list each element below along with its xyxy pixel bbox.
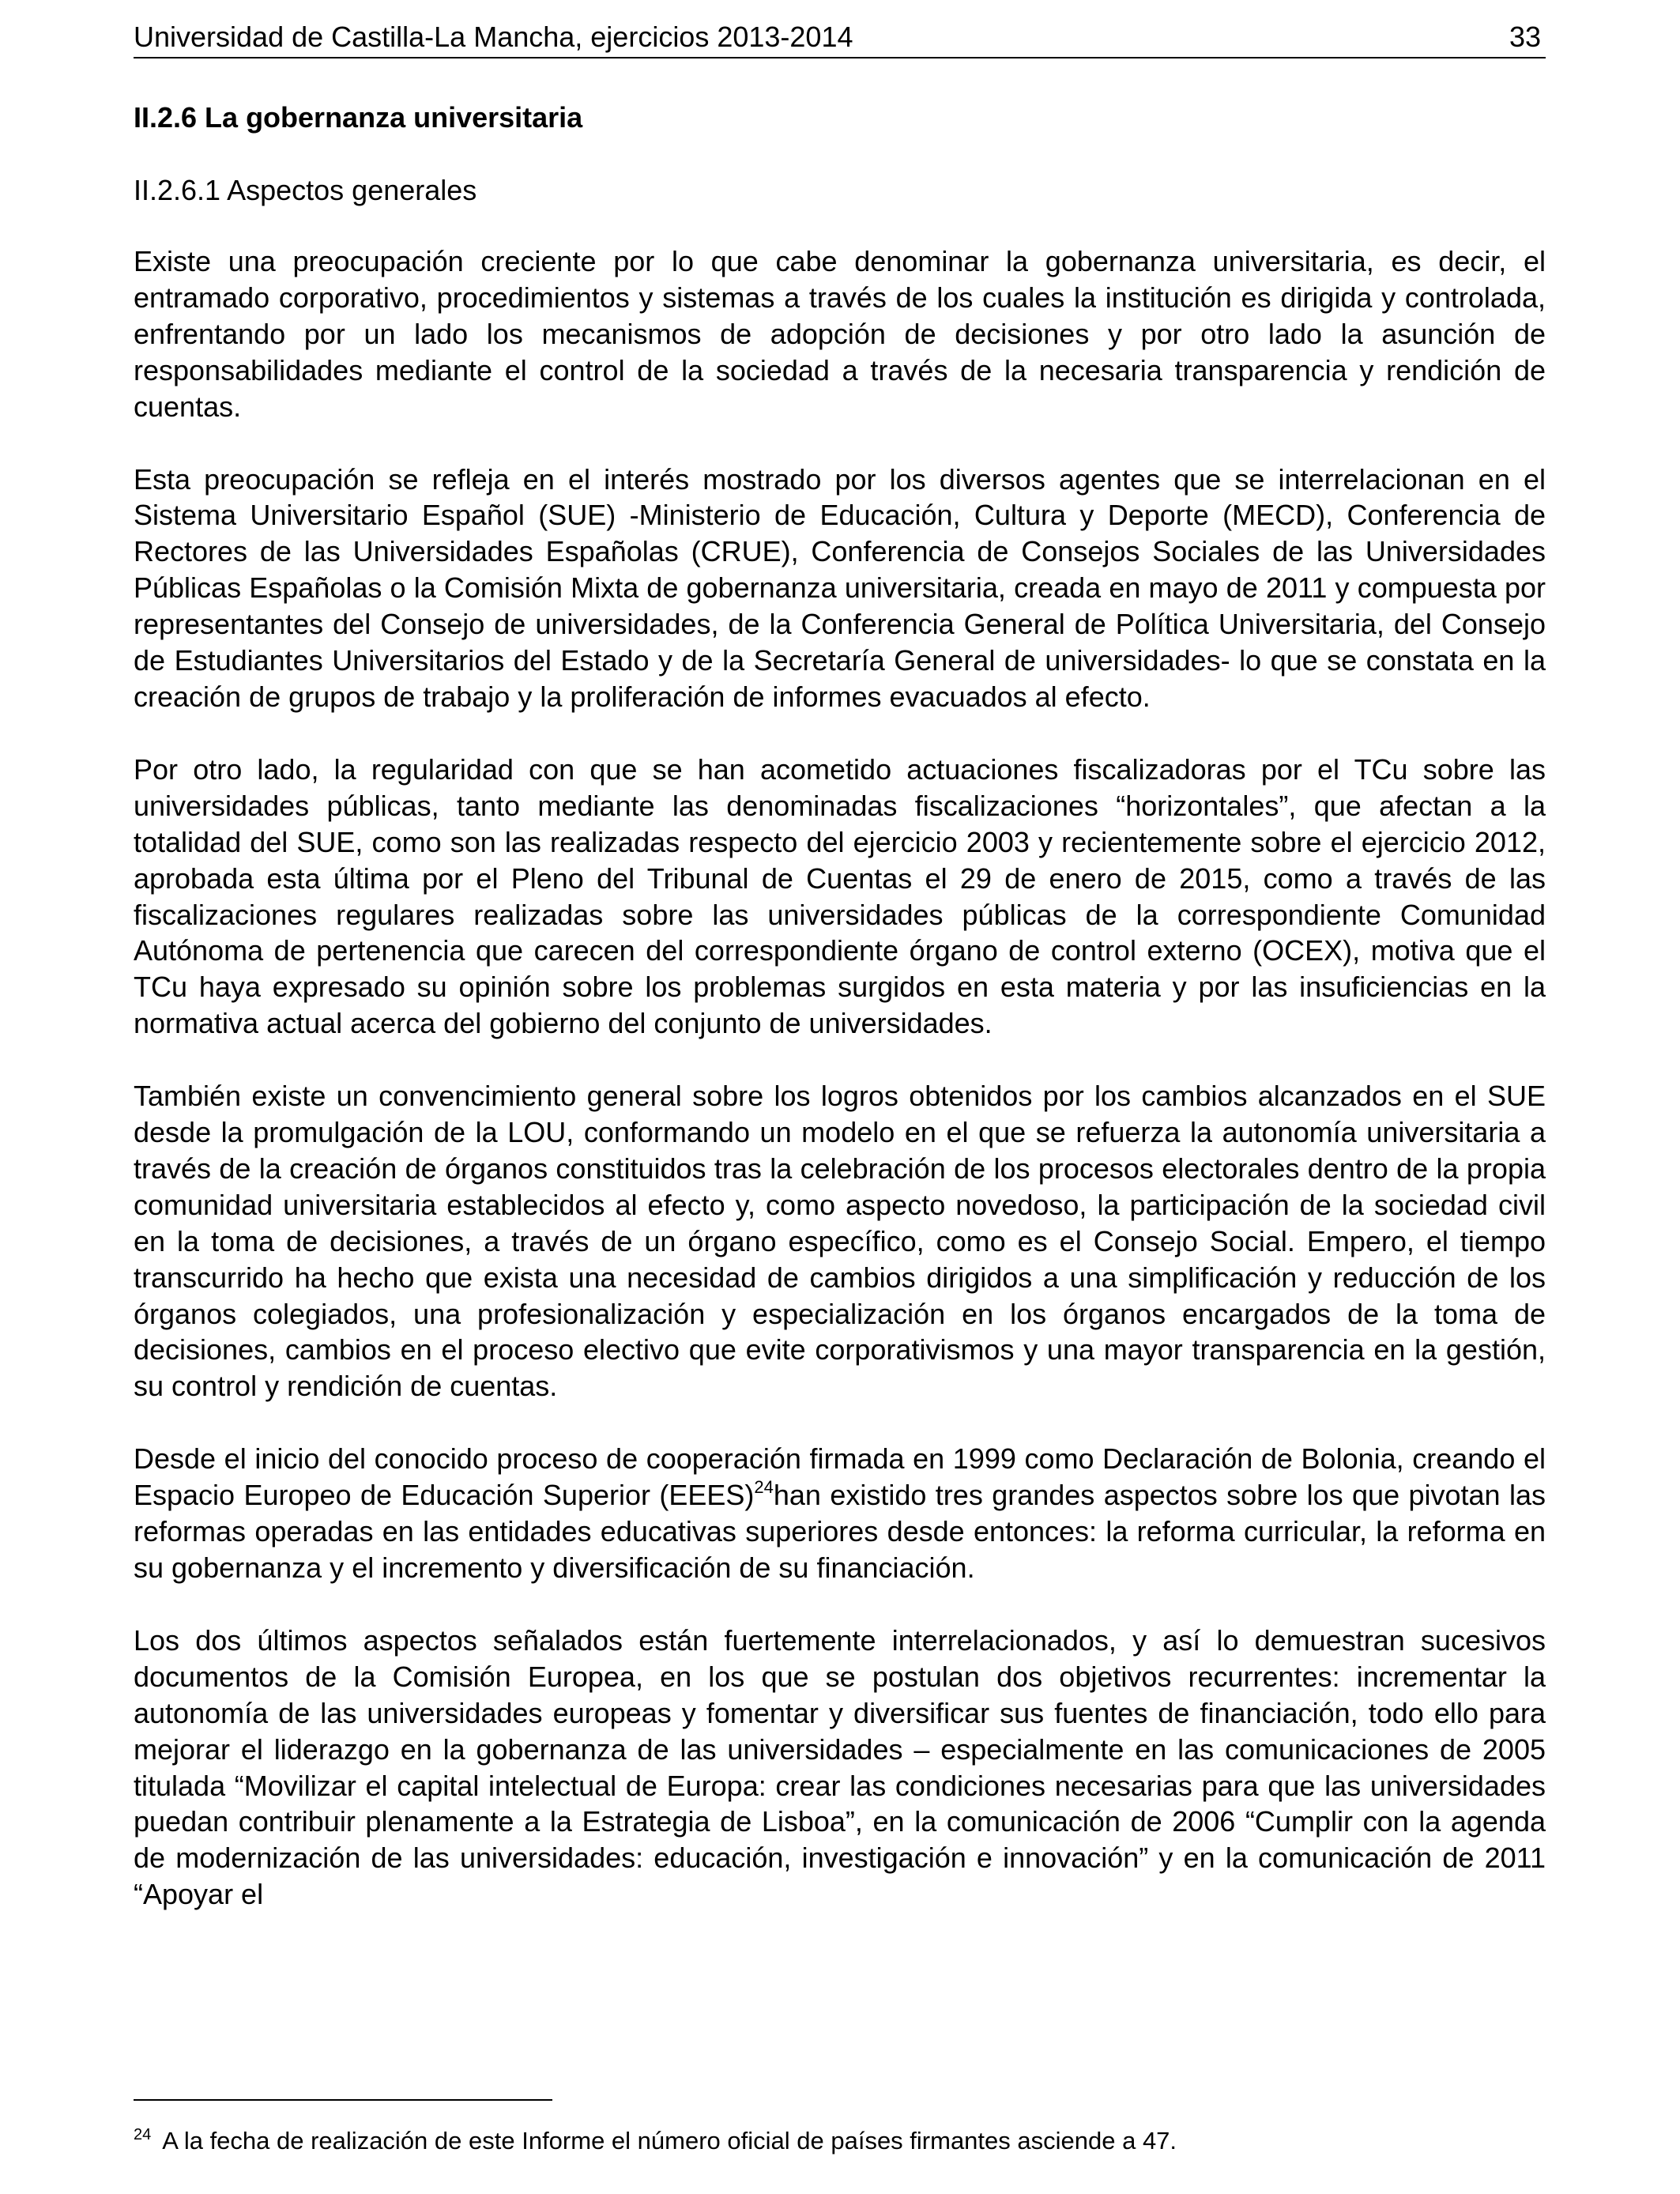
footnote-separator bbox=[134, 2099, 552, 2101]
footnote-text: A la fecha de realización de este Informe el número oficial de países firmantes asciende a 47. bbox=[162, 2127, 1177, 2154]
bolonia-text-start: Desde el inicio del conocido proceso de cooperación firmada en 1999 como Declaración de Bolonia, creando el Espacio Europeo de Educación Superior (EEES) bbox=[134, 1442, 1546, 1512]
paragraph-bolonia bbox=[134, 1441, 1546, 1586]
header-title: Universidad de Castilla-La Mancha, ejercicios 2013-2014 bbox=[134, 21, 853, 53]
footnote-reference[interactable]: 24 bbox=[754, 1477, 774, 1498]
footnote bbox=[134, 2125, 1177, 2157]
section-title: II.2.6 La gobernanza universitaria bbox=[134, 101, 583, 134]
document-page bbox=[134, 0, 1546, 2194]
footnote-mark: 24 bbox=[134, 2126, 152, 2143]
subsection-title: II.2.6.1 Aspectos generales bbox=[134, 174, 477, 206]
paragraph-fiscalizaciones: Por otro lado, la regularidad con que se han acometido actuaciones fiscalizadoras por el TCu sobre las universidades públicas, tanto mediante las denominadas fiscalizaciones “horizontales”, que afectan a la totalidad del SUE, como son las realizadas respecto del ejercicio 2003 y recientemente sobre el ejercicio 2012, aprobada esta última por el Pleno del Tribunal de Cuentas el 29 de enero de 2015, como a través de las fiscalizaciones regulares realizadas sobre las universidades públicas de la correspondiente Comunidad Autónoma de pertenencia que carecen del correspondiente órgano de control externo (OCEX), motiva que el TCu haya expresado su opinión sobre los problemas surgidos en esta materia y por las insuficiencias en la normativa actual acerca del gobierno del conjunto de universidades. bbox=[134, 752, 1546, 1040]
bolonia-text-end: han existido tres grandes aspectos sobre los que pivotan las reformas operadas en las entidades educativas superiores desde entonces: la reforma curricular, la reforma en su gobernanza y el incremento y diversificación de su financiación. bbox=[134, 1479, 1546, 1584]
page-header bbox=[134, 17, 1546, 58]
paragraph-agentes: Esta preocupación se refleja en el interés mostrado por los diversos agentes que se interrelacionan en el Sistema Universitario Español (SUE) -Ministerio de Educación, Cultura y Deporte (MECD), Conferencia de Rectores de las Universidades Españolas (CRUE), Conferencia de Consejos Sociales de las Universidades Públicas Españolas o la Comisión Mixta de gobernanza universitaria, creada en mayo de 2011 y compuesta por representantes del Consejo de universidades, de la Conferencia General de Política Universitaria, del Consejo de Estudiantes Universitarios del Estado y de la Secretaría General de universidades- lo que se constata en la creación de grupos de trabajo y la proliferación de informes evacuados al efecto. bbox=[134, 462, 1546, 713]
body-text bbox=[134, 243, 1546, 1949]
paragraph-gobernanza: Existe una preocupación creciente por lo que cabe denominar la gobernanza universitaria, es decir, el entramado corporativo, procedimientos y sistemas a través de los cuales la institución es dirigida y controlada, enfrentando por un lado los mecanismos de adopción de decisiones y por otro lado la asunción de responsabilidades mediante el control de la sociedad a través de la necesaria transparencia y rendición de cuentas. bbox=[134, 245, 1546, 423]
page-number: 33 bbox=[1509, 21, 1541, 53]
paragraph-comision-europea: Los dos últimos aspectos señalados están fuertemente interrelacionados, y así lo demuestran sucesivos documentos de la Comisión Europea, en los que se postulan dos objetivos recurrentes: incrementar la autonomía de las universidades europeas y fomentar y diversificar sus fuentes de financiación, todo ello para mejorar el liderazgo en la gobernanza de las universidades – especialmente en las comunicaciones de 2005 titulada “Movilizar el capital intelectual de Europa: crear las condiciones necesarias para que las universidades puedan contribuir plenamente a la Estrategia de Lisboa”, en la comunicación de 2006 “Cumplir con la agenda de modernización de las universidades: educación, investigación e innovación” y en la comunicación de 2011 “Apoyar el bbox=[134, 1623, 1546, 1911]
paragraph-convencimiento: También existe un convencimiento general sobre los logros obtenidos por los cambios alcanzados en el SUE desde la promulgación de la LOU, conformando un modelo en el que se refuerza la autonomía universitaria a través de la creación de órganos constituidos tras la celebración de los procesos electorales dentro de la propia comunidad universitaria establecidos al efecto y, como aspecto novedoso, la participación de la sociedad civil en la toma de decisiones, a través de un órgano específico, como es el Consejo Social. Empero, el tiempo transcurrido ha hecho que exista una necesidad de cambios dirigidos a una simplificación y reducción de los órganos colegiados, una profesionalización y especialización en los órganos encargados de la toma de decisiones, cambios en el proceso electivo que evite corporativismos y una mayor transparencia en la gestión, su control y rendición de cuentas. bbox=[134, 1080, 1546, 1403]
